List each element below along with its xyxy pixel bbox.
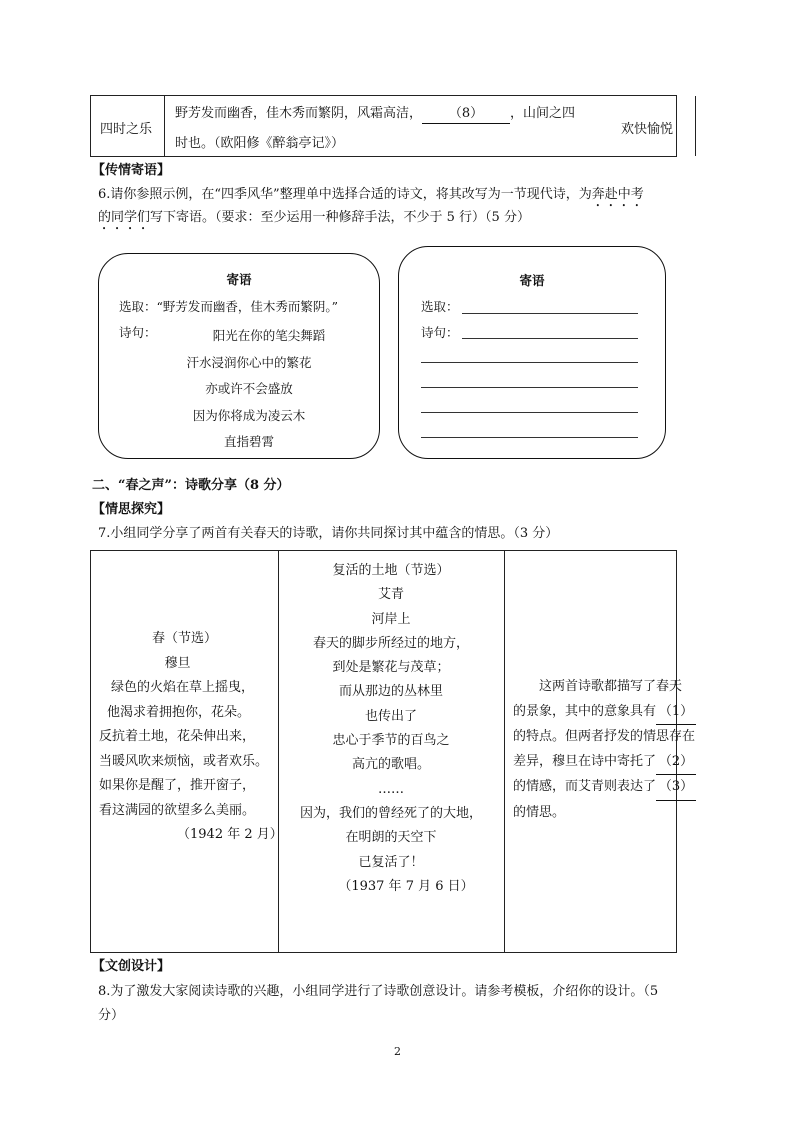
poem-1-author: 穆旦 <box>164 655 191 671</box>
example-poem-line: 亦或许不会盛放 <box>205 381 293 396</box>
poem-2-line: 因为，我们的曾经死了的大地， <box>299 805 482 821</box>
poem-2-line: 也传出了 <box>364 708 417 724</box>
table-label-cell <box>91 96 165 156</box>
analysis-line <box>513 750 694 776</box>
blank-2[interactable]: （2） <box>656 750 696 776</box>
poem-2-line: 河岸上 <box>371 611 411 627</box>
poem-2-line: 已复活了！ <box>358 854 424 870</box>
analysis-line: 的情思。 <box>513 804 566 820</box>
answer-title: 寄语 <box>519 273 545 288</box>
answer-line[interactable] <box>421 437 638 438</box>
q6-text-a: 6.请你参照示例，在“四季风华”整理单中选择合适的诗文，将其改写为一节现代诗，为 <box>98 187 592 202</box>
q6-emphasis-b: 的同学们 <box>98 210 151 225</box>
poem-1-line: 看这满园的欲望多么美丽。 <box>99 802 256 818</box>
answer-card <box>398 246 666 459</box>
blank-8[interactable]: （8） <box>422 105 510 124</box>
emotion-cell: 欢快愉悦 <box>620 122 673 137</box>
analysis-cell <box>513 675 696 825</box>
poem-1 <box>91 627 283 848</box>
section-2-title: 二、“春之声”：诗歌分享（8 分） <box>92 478 290 493</box>
poem-1-line: 如果你是醒了，推开窗子， <box>99 778 256 793</box>
analysis-text: 差异，穆旦在诗中寄托了 <box>513 753 657 769</box>
page-number: 2 <box>394 1045 401 1058</box>
example-poem-line: 汗水浸润你心中的繁花 <box>186 354 312 370</box>
example-pick: 选取：“野芳发而幽香，佳木秀而繁阴。” <box>119 299 339 314</box>
verse-line-2: 时也。（欧阳修《醉翁亭记》） <box>175 136 345 151</box>
divider <box>504 551 505 952</box>
poem-2-author: 艾青 <box>377 587 404 603</box>
poem-2 <box>278 559 504 899</box>
example-poem-label: 诗句： <box>119 325 157 340</box>
q8-line-2: 分） <box>98 1008 125 1023</box>
q8-line-1: 8.为了激发大家阅读诗歌的兴趣，小组同学进行了诗歌创意设计。请参考模板，介绍你的设计。（5 <box>98 984 659 999</box>
poem-2-line: 在明朗的天空下 <box>345 830 437 846</box>
poem-2-date: （1937 年 7 月 6 日） <box>338 878 474 894</box>
poem-1-date: （1942 年 2 月） <box>177 827 283 842</box>
analysis-text: 的情感，而艾青则表达了 <box>513 779 657 794</box>
analysis-line <box>513 775 694 801</box>
example-poem-line: 直指碧霄 <box>223 434 274 449</box>
answer-line[interactable] <box>421 387 638 388</box>
answer-poem-line[interactable] <box>462 338 638 339</box>
poem-2-line: 而从那边的丛林里 <box>338 684 443 700</box>
answer-line[interactable] <box>421 362 638 363</box>
example-poem <box>159 323 339 456</box>
verse-text-a: 野芳发而幽香，佳木秀而繁阴，风霜高洁， <box>175 106 423 121</box>
answer-pick-line[interactable] <box>462 313 638 314</box>
poem-1-line: 当暖风吹来烦恼，或者欢乐。 <box>99 753 269 769</box>
q6-line-2 <box>98 209 530 233</box>
poem-2-title: 复活的土地（节选） <box>332 563 450 578</box>
poem-2-line: 春天的脚步所经过的地方， <box>312 635 469 651</box>
example-card <box>98 253 380 459</box>
poem-2-line: …… <box>378 781 404 797</box>
analysis-line <box>513 700 694 726</box>
analysis-line: 这两首诗歌都描写了春天 <box>539 679 683 694</box>
analysis-text: 的景象，其中的意象具有 <box>513 703 657 719</box>
verse-line-1 <box>175 105 575 124</box>
q7-prompt: 7.小组同学分享了两首有关春天的诗歌，请你共同探讨其中蕴含的情思。（3 分） <box>98 526 559 541</box>
blank-3[interactable]: （3） <box>656 775 696 801</box>
example-poem-line: 阳光在你的笔尖舞蹈 <box>212 328 326 343</box>
analysis-line: 的特点。但两者抒发的情思存在 <box>513 729 696 744</box>
answer-pick-label: 选取： <box>421 299 459 314</box>
poem-1-line: 反抗着土地，花朵伸出来， <box>99 729 256 744</box>
poem-1-line: 绿色的火焰在草上摇曳， <box>111 680 255 695</box>
blank-1[interactable]: （1） <box>656 700 696 726</box>
q6-emphasis-a: 奔赴中考 <box>591 187 644 202</box>
poem-1-line: 他渴求着拥抱你，花朵。 <box>107 704 251 720</box>
verse-text-b: ，山间之四 <box>510 106 576 121</box>
answer-poem-label: 诗句： <box>421 325 459 340</box>
q6-text-b: 写下寄语。（要求：至少运用一种修辞手法，不少于 5 行）（5 分） <box>150 210 530 225</box>
answer-line[interactable] <box>421 412 638 413</box>
example-poem-line: 因为你将成为凌云木 <box>192 407 306 423</box>
example-title: 寄语 <box>226 272 252 287</box>
poem-2-line: 到处是繁花与茂草； <box>332 660 450 676</box>
section-wenchuang: 【文创设计】 <box>92 959 171 974</box>
seasons-table-row <box>90 95 677 157</box>
poem-1-title: 春（节选） <box>151 631 217 646</box>
row-label: 四时之乐 <box>100 122 153 137</box>
section-qingsi: 【情思探究】 <box>92 502 171 517</box>
poem-table <box>90 550 696 953</box>
q6-line-1 <box>98 186 644 210</box>
poem-2-line: 高亢的歌唱。 <box>351 757 430 773</box>
section-chuanqing: 【传情寄语】 <box>92 163 171 178</box>
poem-2-line: 忠心于季节的百鸟之 <box>332 733 450 749</box>
